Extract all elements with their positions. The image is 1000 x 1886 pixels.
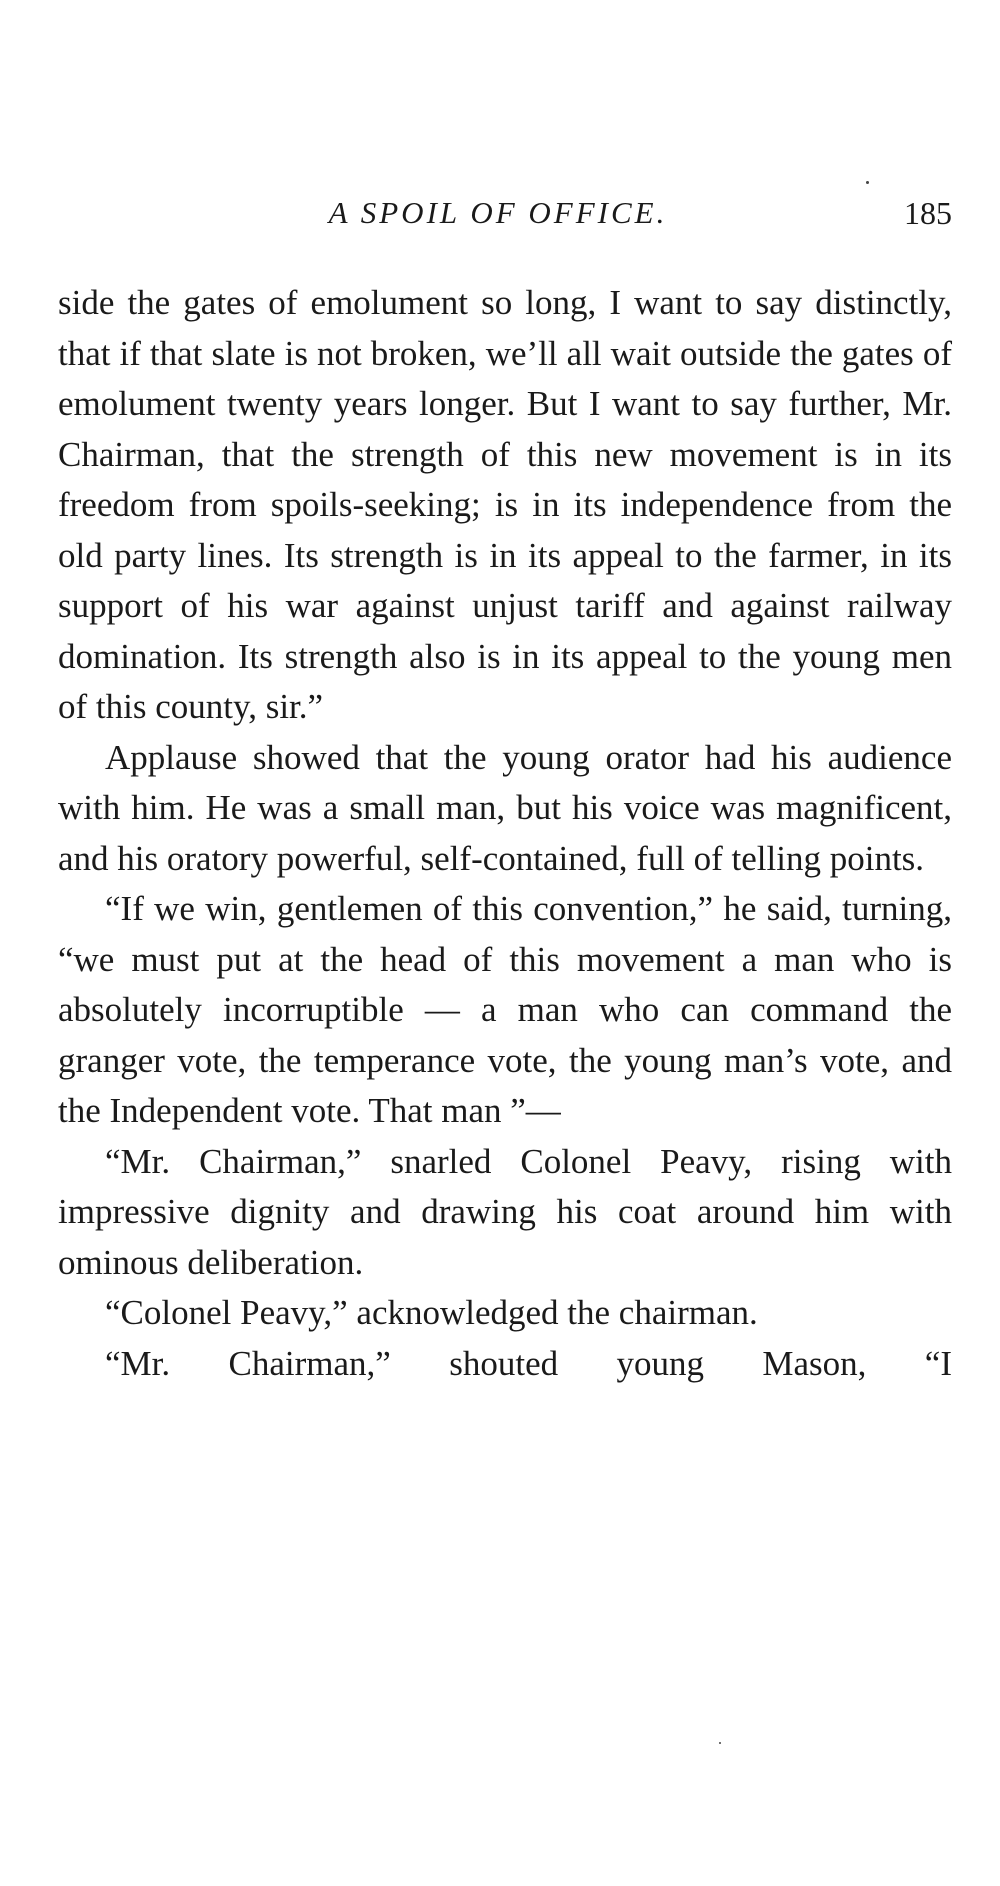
paragraph-2: Applause showed that the young orator had his audience with him. He was a small man, but his voice was magnificent, and his oratory powerful, self-contained, full of telling points.	[58, 737, 952, 878]
paragraph-1: side the gates of emolument so long, I want to say distinctly, that if that slate is not broken, we’ll all wait outside the gates of emolument twenty years longer. But I want to say further, Mr. Chairman, that the strength of this new movement is in its freedom from spoils-seeking; is in its independence from the old party lines. Its strength is in its appeal to the farmer, in its support of his war against unjust tariff and against railway domination. Its strength also is in its appeal to the young men of this county, sir.”	[58, 283, 952, 726]
running-title: A SPOIL OF OFFICE.	[328, 195, 668, 230]
paragraph-6: “Mr. Chairman,” shouted young Mason, “I	[105, 1343, 952, 1383]
paragraph-3: “If we win, gentlemen of this convention,” he said, turning, “we must put at the head of this movement a man who is absolutely incorruptible — a man who can command the granger vote, the temperance vote, the young man’s vote, and the Independent vote. That man ”—	[58, 889, 952, 1130]
page-number: 185	[904, 195, 952, 231]
ink-speck	[719, 1742, 721, 1744]
ink-speck	[866, 181, 869, 184]
paragraph-4: “Mr. Chairman,” snarled Colonel Peavy, rising with impressive dignity and drawing his coat around him with ominous deliberation.	[58, 1141, 952, 1282]
running-head	[58, 188, 952, 238]
paragraph-5: “Colonel Peavy,” acknowledged the chairman.	[105, 1293, 758, 1332]
body-text	[58, 278, 952, 1389]
